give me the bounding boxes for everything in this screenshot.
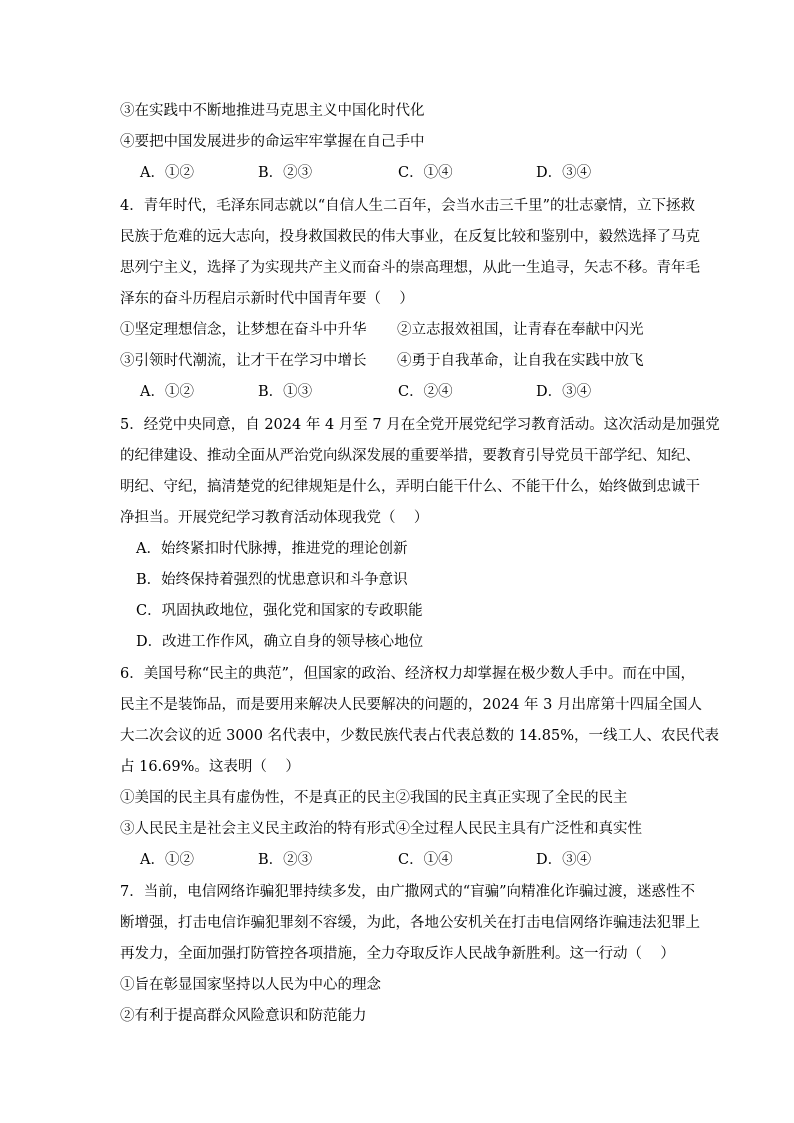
q6-statements-1-2: ①美国的民主具有虚伪性，不是真正的民主②我国的民主真正实现了全民的民主 — [120, 790, 628, 806]
q3-option-a[interactable]: A．①② — [140, 165, 194, 181]
q3-statement-4: ④要把中国发展进步的命运牢牢掌握在自己手中 — [120, 134, 425, 150]
q3-statement-3: ③在实践中不断地推进马克思主义中国化时代化 — [120, 103, 425, 119]
q7-stem-line: 断增强，打击电信诈骗犯罪刻不容缓，为此，各地公安机关在打击电信网络诈骗违法犯罪上 — [120, 915, 700, 931]
q6-stem-line: 占 16.69%。这表明（ ） — [120, 759, 300, 775]
q7-statement-1: ①旨在彰显国家坚持以人民为中心的理念 — [120, 977, 381, 993]
q4-stem-line: 泽东的奋斗历程启示新时代中国青年要（ ） — [120, 291, 414, 307]
q3-option-b[interactable]: B．②③ — [258, 165, 313, 181]
q5-stem-line: 5．经党中央同意，自 2024 年 4 月至 7 月在全党开展党纪学习教育活动。这次活动是加强党 — [120, 417, 720, 433]
q3-option-c[interactable]: C．①④ — [398, 165, 453, 181]
q6-option-c[interactable]: C．①④ — [398, 852, 453, 868]
q4-statement-3: ③引领时代潮流，让才干在学习中增长 — [120, 353, 367, 369]
q7-stem-line: 再发力，全面加强打防管控各项措施，全力夺取反诈人民战争新胜利。这一行动（ ） — [120, 946, 675, 962]
q4-statement-1: ①坚定理想信念，让梦想在奋斗中升华 — [120, 322, 367, 338]
q6-stem-line: 大二次会议的近 3000 名代表中，少数民族代表占代表总数的 14.85%，一线工人、农民代表 — [120, 728, 720, 744]
q6-option-d[interactable]: D．③④ — [536, 852, 592, 868]
q5-option-b[interactable]: B．始终保持着强烈的忧患意识和斗争意识 — [136, 572, 408, 588]
q6-stem-line: 6．美国号称“民主的典范”，但国家的政治、经济权力却掌握在极少数人手中。而在中国， — [120, 666, 696, 682]
q4-option-b[interactable]: B．①③ — [258, 384, 313, 400]
q4-option-d[interactable]: D．③④ — [536, 384, 592, 400]
q5-stem-line: 明纪、守纪，搞清楚党的纪律规矩是什么，弄明白能干什么、不能干什么，始终做到忠诚干 — [120, 479, 700, 495]
q5-stem-line: 的纪律建设、推动全面从严治党向纵深发展的重要举措，要教育引导党员干部学纪、知纪、 — [120, 448, 700, 464]
q5-option-a[interactable]: A．始终紧扣时代脉搏，推进党的理论创新 — [136, 541, 408, 557]
q4-stem-line: 民族于危难的远大志向，投身救国救民的伟大事业，在反复比较和鉴别中，毅然选择了马克 — [120, 229, 700, 245]
q5-option-d[interactable]: D．改进工作作风，确立自身的领导核心地位 — [136, 634, 424, 650]
q6-option-b[interactable]: B．②③ — [258, 852, 313, 868]
q7-statement-2: ②有利于提高群众风险意识和防范能力 — [120, 1008, 367, 1024]
q4-statement-4: ④勇于自我革命，让自我在实践中放飞 — [397, 353, 644, 369]
q6-statements-3-4: ③人民民主是社会主义民主政治的特有形式④全过程人民民主具有广泛性和真实性 — [120, 821, 642, 837]
q4-option-c[interactable]: C．②④ — [398, 384, 453, 400]
q6-stem-line: 民主不是装饰品，而是要用来解决人民要解决的问题的，2024 年 3 月出席第十四届全国人 — [120, 697, 702, 713]
q6-option-a[interactable]: A．①② — [140, 852, 194, 868]
q3-option-d[interactable]: D．③④ — [536, 165, 592, 181]
q4-stem-line: 4．青年时代，毛泽东同志就以“自信人生二百年，会当水击三千里”的壮志豪情，立下拯救 — [120, 198, 696, 214]
q4-stem-line: 思列宁主义，选择了为实现共产主义而奋斗的崇高理想，从此一生追寻，矢志不移。青年毛 — [120, 260, 700, 276]
q7-stem-line: 7．当前，电信网络诈骗犯罪持续多发，由广撒网式的“盲骗”向精准化诈骗过渡，迷惑性不 — [120, 884, 696, 900]
q4-option-a[interactable]: A．①② — [140, 384, 194, 400]
q5-option-c[interactable]: C．巩固执政地位，强化党和国家的专政职能 — [136, 603, 423, 619]
q4-statement-2: ②立志报效祖国，让青春在奉献中闪光 — [397, 322, 644, 338]
q5-stem-line: 净担当。开展党纪学习教育活动体现我党（ ） — [120, 510, 429, 526]
